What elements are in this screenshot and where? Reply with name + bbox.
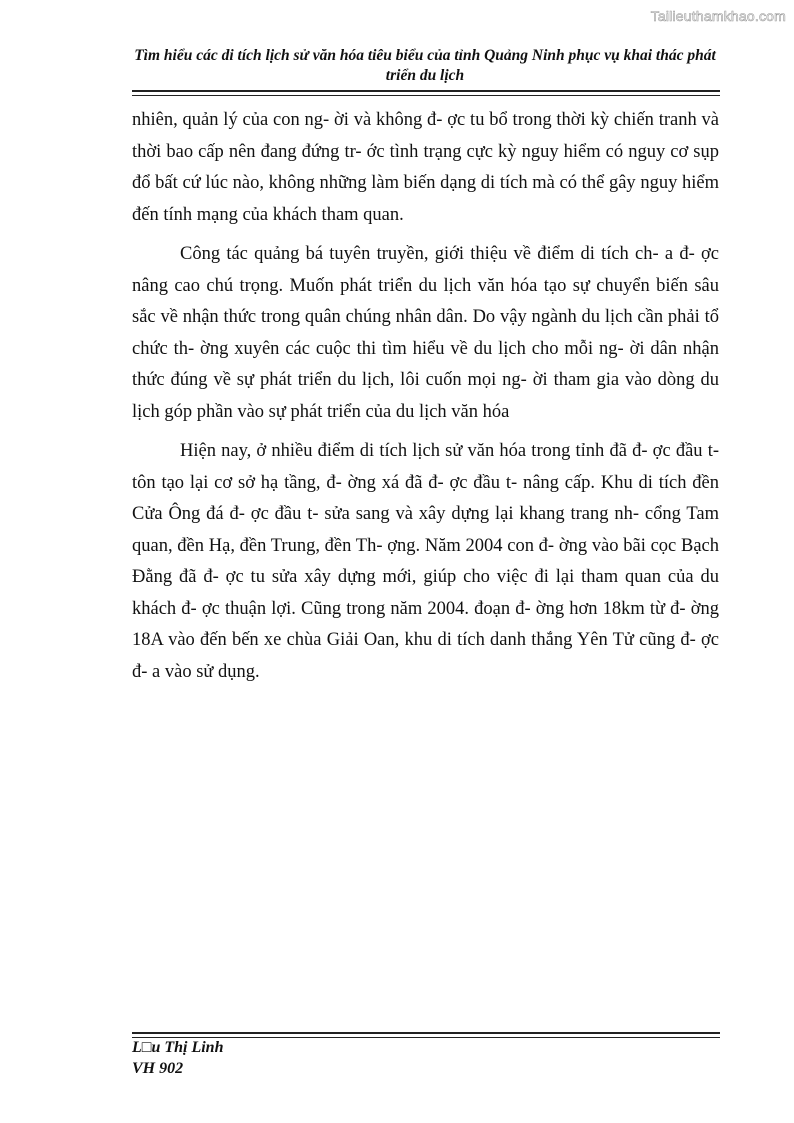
header-divider xyxy=(132,90,720,96)
page-header-title: Tìm hiểu các di tích lịch sử văn hóa tiêu biểu của tỉnh Quảng Ninh phục vụ khai thác phát triển du lịch xyxy=(134,47,716,84)
paragraph: Công tác quảng bá tuyên truyền, giới thiệu về điểm di tích ch- a đ- ợc nâng cao chú trọng. Muốn phát triển du lịch văn hóa tạo sự chuyển biến sâu sắc về nhận thức trong quân chúng nhân dân. Do vậy ngành du lịch cần phải tổ chức th- ờng xuyên các cuộc thi tìm hiểu về du lịch cho mỗi ng- ời dân nhận thức đúng về sự phát triển du lịch, lôi cuốn mọi ng- ời tham gia vào dòng du lịch góp phần vào sự phát triển của du lịch văn hóa xyxy=(132,244,719,422)
footer-class-code: VH 902 xyxy=(132,1060,184,1077)
document-body xyxy=(132,105,719,696)
footer-author: L□u Thị Linh xyxy=(132,1039,224,1056)
paragraph: nhiên, quản lý của con ng- ời và không đ- ợc tu bổ trong thời kỳ chiến tranh và thời bao cấp nên đang đứng tr- ớc tình trạng cực kỳ nguy hiểm có nguy cơ sụp đổ bất cứ lúc nào, không những làm biến dạng di tích mà có thể gây nguy hiểm đến tính mạng của khách tham quan. xyxy=(132,110,719,225)
watermark: Tailieuthamkhao.com xyxy=(650,8,786,24)
page-footer xyxy=(132,1037,223,1079)
paragraph: Hiện nay, ở nhiều điểm di tích lịch sử văn hóa trong tỉnh đã đ- ợc đầu t- tôn tạo lại cơ sở hạ tầng, đ- ờng xá đã đ- ợc đầu t- nâng cấp. Khu di tích đền Cửa Ông đá đ- ợc đầu t- sửa sang và xây dựng lại khang trang nh- cổng Tam quan, đền Hạ, đền Trung, đền Th- ợng. Năm 2004 con đ- ờng vào bãi cọc Bạch Đằng đã đ- ợc tu sửa xây dựng mới, giúp cho việc đi lại tham quan của du khách đ- ợc thuận lợi. Cũng trong năm 2004. đoạn đ- ờng hơn 18km từ đ- ờng 18A vào đến bến xe chùa Giải Oan, khu di tích danh thắng Yên Tử cũng đ- ợc đ- a vào sử dụng. xyxy=(132,441,719,682)
